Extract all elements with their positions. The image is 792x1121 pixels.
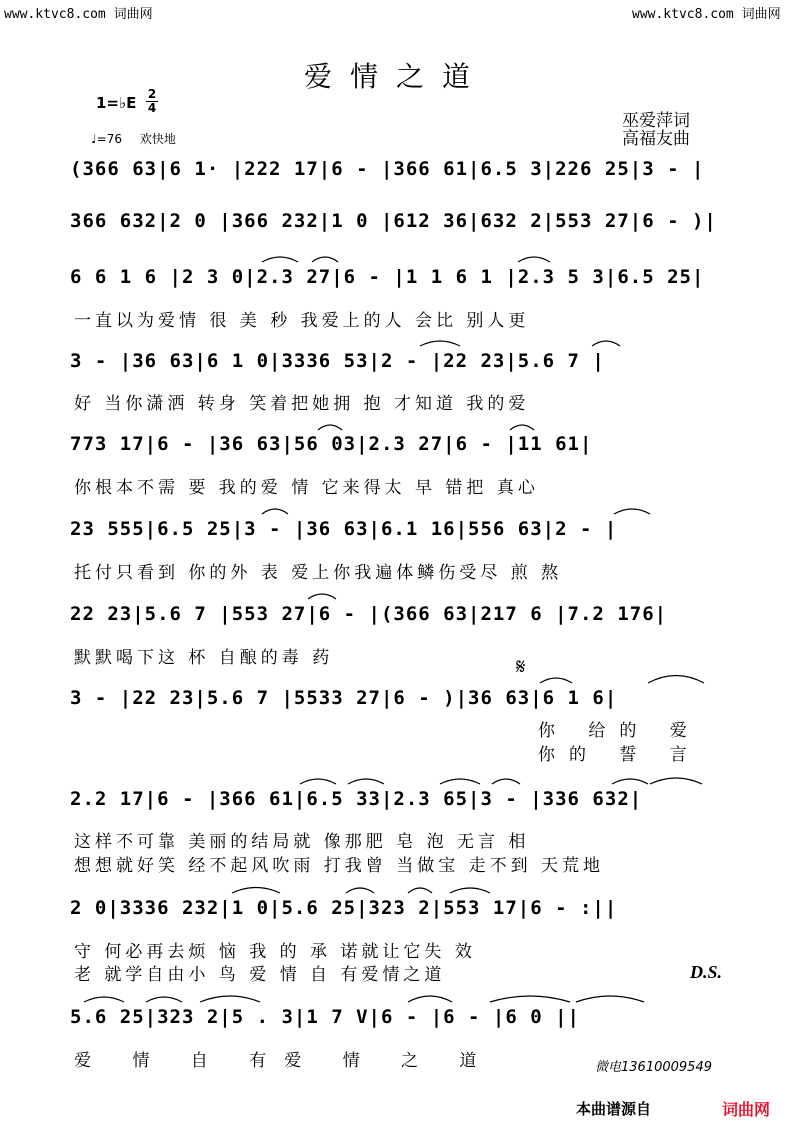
refrain-intro-line2: 你的 誓 言: [538, 745, 701, 765]
slur: [440, 779, 480, 784]
slur: [300, 779, 336, 784]
lyric-line: 一直以为爱情 很 美 秒 我爱上的人 会比 别人更: [74, 311, 530, 331]
lyric-line: 好 当你潇洒 转身 笑着把她拥 抱 才知道 我的爱: [74, 394, 530, 414]
slur: [612, 779, 648, 784]
watermark-right: www.ktvc8.com 词曲网: [632, 7, 781, 22]
slur: [232, 888, 280, 894]
notation-row: 22 23|5.6 7 |553 27|6 - |(366 63|217 6 |7.2 176|: [70, 603, 668, 625]
slur: [346, 888, 374, 893]
slur: [492, 779, 520, 784]
song-title: 爱情之道: [303, 60, 488, 93]
refrain-intro-line1: 你 给的 爱: [538, 721, 701, 741]
composer-credit: 高福友曲: [622, 129, 690, 149]
lyric-line: 爱 情 自 有爱 情 之 道: [74, 1051, 495, 1071]
slur: [490, 996, 570, 1002]
lyric-line: 你根本不需 要 我的爱 情 它来得太 早 错把 真心: [74, 478, 539, 498]
slur: [420, 341, 460, 346]
notation-row: 2.2 17|6 - |366 61|6.5 33|2.3 65|3 - |336 632|: [70, 788, 643, 810]
slur: [318, 425, 342, 430]
lyric-line: 这样不可靠 美丽的结局就 像那肥 皂 泡 无言 相: [74, 832, 530, 852]
slur: [540, 678, 572, 683]
notation-row: 6 6 1 6 |2 3 0|2.3 27|6 - |1 1 6 1 |2.3 5 3|6.5 25|: [70, 266, 705, 288]
lyric-line: 守 何必再去烦 恼 我 的 承 诺就让它失 效: [74, 942, 476, 962]
mood-marking: 欢快地: [139, 132, 176, 146]
notation-row: (366 63|6 1· |222 17|6 - |366 61|6.5 3|226 25|3 - |: [70, 158, 705, 180]
slur: [84, 997, 124, 1002]
slur: [576, 996, 644, 1002]
slur: [408, 996, 452, 1002]
slur: [200, 996, 260, 1002]
notation-row: 23 555|6.5 25|3 - |36 63|6.1 16|556 63|2 - |: [70, 518, 618, 540]
notation-row: 3 - |22 23|5.6 7 |5533 27|6 - )|36 63|6 1 6|: [70, 687, 618, 709]
key-signature: 1=♭E: [96, 94, 137, 112]
watermark-left: www.ktvc8.com 词曲网: [4, 7, 153, 22]
slur: [408, 888, 432, 893]
slur: [518, 257, 550, 262]
time-signature-bottom: 4: [147, 101, 157, 115]
segno-sign: 𝄋: [516, 655, 526, 680]
lyricist-credit: 巫爱萍词: [622, 111, 690, 131]
lyric-line-verse2: 想想就好笑 经不起风吹雨 打我曾 当做宝 走不到 天荒地: [74, 856, 605, 876]
slur: [592, 341, 620, 346]
slur: [450, 888, 490, 893]
slur: [510, 425, 534, 430]
slur: [262, 509, 288, 514]
source-label: 本曲谱源自: [576, 1100, 652, 1118]
tempo-value: ♩=76: [91, 132, 122, 146]
notation-row: 5.6 25|323 2|5 . 3|1 7 V|6 - |6 - |6 0 ||: [70, 1006, 580, 1028]
notation-row: 3 - |36 63|6 1 0|3336 53|2 - |22 23|5.6 7 |: [70, 350, 605, 372]
slur: [312, 257, 338, 262]
slur: [146, 997, 182, 1002]
contact-phone: 微电13610009549: [595, 1060, 712, 1075]
slur: [648, 676, 704, 684]
brand-logo: 词曲网: [722, 1100, 771, 1119]
lyric-line-verse2: 老 就学自由小 鸟 爱 情 自 有爱情之道: [74, 965, 446, 985]
lyric-line: 默默喝下这 杯 自酿的毒 药: [74, 648, 334, 668]
slur: [614, 509, 650, 514]
slur: [348, 779, 384, 784]
notation-row: 773 17|6 - |36 63|56 03|2.3 27|6 - |11 61|: [70, 433, 593, 455]
slur: [650, 778, 702, 784]
notation-row: 2 0|3336 232|1 0|5.6 25|323 2|553 17|6 - :||: [70, 897, 618, 919]
lyric-line: 托付只看到 你的外 表 爱上你我遍体鳞伤受尽 煎 熬: [74, 563, 563, 583]
slur: [262, 257, 298, 262]
dal-segno-marking: D.S.: [690, 962, 723, 982]
time-signature-top: 2: [147, 87, 157, 101]
slur: [308, 594, 336, 599]
notation-row: 366 632|2 0 |366 232|1 0 |612 36|632 2|553 27|6 - )|: [70, 210, 717, 232]
